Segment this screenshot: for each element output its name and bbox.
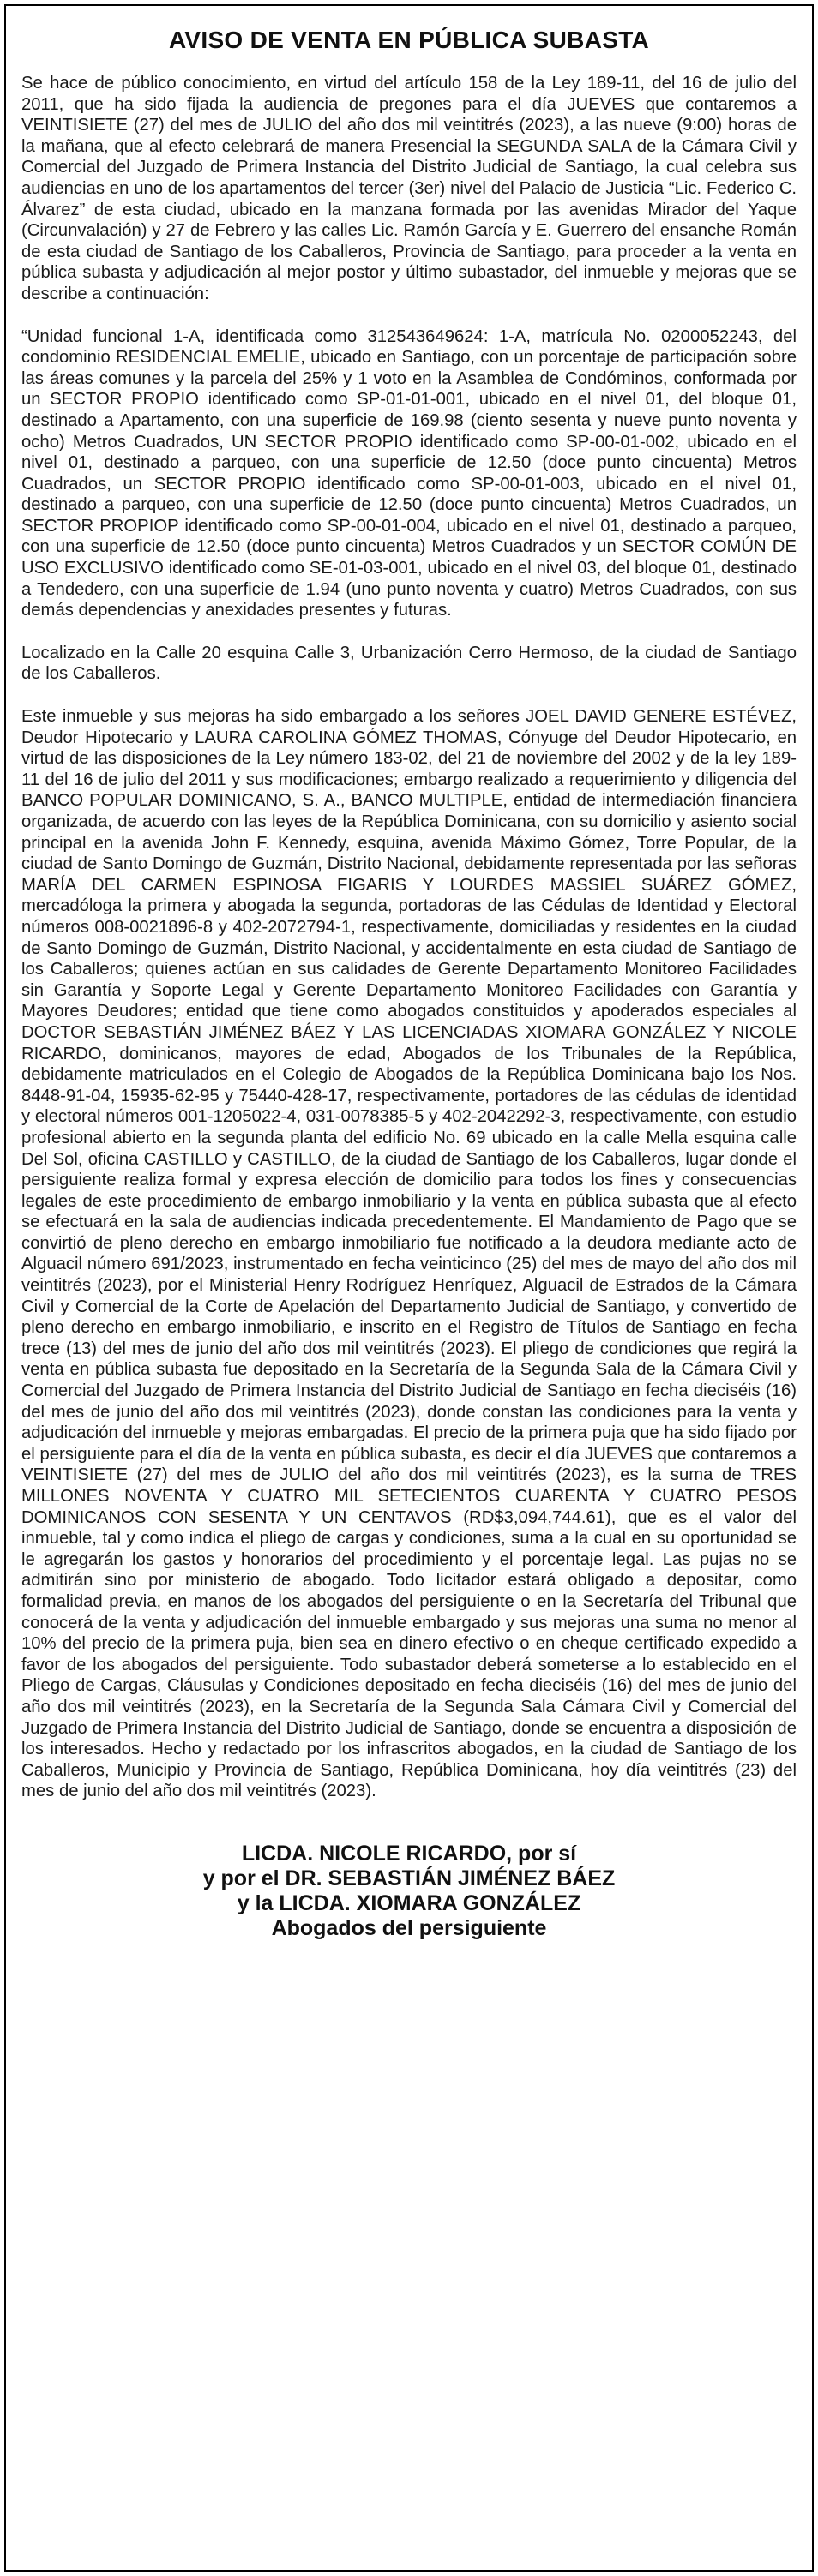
paragraph-seizure-details: Este inmueble y sus mejoras ha sido embargado a los señores JOEL DAVID GENERE ESTÉVEZ, Deudor Hipotecario y LAURA CAROLINA GÓMEZ THOMAS, Cónyuge del Deudor Hipotecario, en virtud de las disposiciones de la Ley número 183-02, del 21 de noviembre del 2002 y de la ley 189-11 del 16 de julio del 2011 y sus modificaciones; embargo realizado a requerimiento y diligencia del BANCO POPULAR DOMINICANO, S. A., BANCO MULTIPLE, entidad de intermediación financiera organizada, de acuerdo con las leyes de la República Dominicana, con su domicilio y asiento social principal en la avenida John F. Kennedy, esquina, avenida Máximo Gómez, Torre Popular, de la ciudad de Santo Domingo de Guzmán, Distrito Nacional, debidamente representada por las señoras MARÍA DEL CARMEN ESPINOSA FIGARIS Y LOURDES MASSIEL SUÁREZ GÓMEZ, mercadóloga la primera y abogada la segunda, portadoras de las Cédulas de Identidad y Electoral números 008-0021896-8 y 402-2072794-1, respectivamente, domiciliadas y residentes en la ciudad de Santo Domingo de Guzmán, Distrito Nacional, y accidentalmente en esta ciudad de Santiago de los Caballeros; quienes actúan en sus calidades de Gerente Departamento Monitoreo Facilidades sin Garantía y Soporte Legal y Gerente Departamento Monitoreo Facilidades con Garantía y Mayores Deudores; entidad que tiene como abogados constituidos y apoderados especiales al DOCTOR SEBASTIÁN JIMÉNEZ BÁEZ Y LAS LICENCIADAS XIOMARA GONZÁLEZ Y NICOLE RICARDO, dominicanos, mayores de edad, Abogados de los Tribunales de la República, debidamente matriculados en el Colegio de Abogados de la República Dominicana bajo los Nos. 8448-91-04, 15935-62-95 y 75440-428-17, respectivamente, portadores de las cédulas de identidad y electoral números 001-1205022-4, 031-0078385-5 y 402-2042292-3, respectivamente, con estudio profesional abierto en la segunda planta del edificio No. 69 ubicado en la calle Mella esquina calle Del Sol, oficina CASTILLO y CASTILLO, de la ciudad de Santiago de los Caballeros, lugar donde el persiguiente realiza formal y expresa elección de domicilio para todos los fines y consecuencias legales de este procedimiento de embargo inmobiliario y la venta en pública subasta que al efecto se efectuará en la sala de audiencias indicada precedentemente. El Mandamiento de Pago que se convirtió de pleno derecho en embargo inmobiliario fue notificado a la deudora mediante acto de Alguacil número 691/2023, instrumentado en fecha veinticinco (25) del mes de mayo del año dos mil veintitrés (2023), por el Ministerial Henry Rodríguez Henríquez, Alguacil de Estrados de la Cámara Civil y Comercial de la Corte de Apelación del Departamento Judicial de Santiago, y convertido de pleno derecho en embargo inmobiliario, e inscrito en el Registro de Títulos de Santiago en fecha trece (13) del mes de junio del año dos mil veintitrés (2023). El pliego de condiciones que regirá la venta en pública subasta fue depositado en la Secretaría de la Segunda Sala de la Cámara Civil y Comercial del Juzgado de Primera Instancia del Distrito Judicial de Santiago en fecha dieciséis (16) del mes de junio del año dos mil veintitrés (2023), donde constan las condiciones para la venta y adjudicación del inmueble y mejoras embargadas. El precio de la primera puja que ha sido fijado por el persiguiente para el día de la venta en pública subasta, es decir el día JUEVES que contaremos a VEINTISIETE (27) del mes de JULIO del año dos mil veintitrés (2023), es la suma de TRES MILLONES NOVENTA Y CUATRO MIL SETECIENTOS CUARENTA Y CUATRO PESOS DOMINICANOS CON SESENTA Y UN CENTAVOS (RD$3,094,744.61), que es el valor del inmueble, tal y como indica el pliego de cargas y condiciones, suma a la cual en su oportunidad se le agregarán los gastos y honorarios del procedimiento y el porcentaje legal. Las pujas no se admitirán sino por ministerio de abogado. Todo licitador estará obligado a depositar, como formalidad previa, en manos de los abogados del persiguiente o en la Secretaría del Tribunal que conocerá de la venta y adjudicación del inmueble embargado y sus mejoras una suma no menor al 10% del precio de la primera puja, bien sea en dinero efectivo o en cheque certificado expedido a favor de los abogados del persiguiente. Todo subastador deberá someterse a lo establecido en el Pliego de Cargas, Cláusulas y Condiciones depositado en fecha dieciséis (16) del mes de junio del año dos mil veintitrés (2023), en la Secretaría de la Segunda Sala Cámara Civil y Comercial del Juzgado de Primera Instancia del Distrito Judicial de Santiago, donde se encuentra a disposición de los interesados. Hecho y redactado por los infrascritos abogados, en la ciudad de Santiago de los Caballeros, Municipio y Provincia de Santiago, República Dominicana, hoy día veintitrés (23) del mes de junio del año dos mil veintitrés (2023). [21, 707, 797, 1801]
signature-line: Abogados del persiguiente [271, 1915, 547, 1940]
signature-line: y la LICDA. XIOMARA GONZÁLEZ [237, 1890, 581, 1915]
notice-title: AVISO DE VENTA EN PÚBLICA SUBASTA [168, 27, 650, 53]
paragraph-property-location: Localizado en la Calle 20 esquina Calle 3, Urbanización Cerro Hermoso, de la ciudad de Santiago de los Caballeros. [21, 643, 797, 684]
signature-block [21, 1842, 797, 1941]
notice-content [21, 27, 797, 1941]
signature-line: y por el DR. SEBASTIÁN JIMÉNEZ BÁEZ [202, 1866, 616, 1890]
notice-frame [4, 4, 814, 2572]
signature-line: LICDA. NICOLE RICARDO, por sí [241, 1841, 577, 1866]
paragraph-hearing-announcement: Se hace de público conocimiento, en virtud del artículo 158 de la Ley 189-11, del 16 de julio del 2011, que ha sido fijada la audiencia de pregones para el día JUEVES que contaremos a VEINTISIETE (27) del mes de JULIO del año dos mil veintitrés (2023), a las nueve (9:00) horas de la mañana, que al efecto celebrará de manera Presencial la SEGUNDA SALA de la Cámara Civil y Comercial del Juzgado de Primera Instancia del Distrito Judicial de Santiago, la cual celebra sus audiencias en uno de los apartamentos del tercer (3er) nivel del Palacio de Justicia “Lic. Federico C. Álvarez” de esta ciudad, ubicado en la manzana formada por las avenidas Mirador del Yaque (Circunvalación) y 27 de Febrero y las calles Lic. Ramón García y E. Guerrero del ensanche Román de esta ciudad de Santiago de los Caballeros, Provincia de Santiago, para proceder a la venta en pública subasta y adjudicación al mejor postor y último subastador, del inmueble y mejoras que se describe a continuación: [21, 74, 797, 303]
paragraph-property-description: “Unidad funcional 1-A, identificada como 312543649624: 1-A, matrícula No. 0200052243, del condominio RESIDENCIAL EMELIE, ubicado en Santiago, con un porcentaje de participación sobre las áreas comunes y la parcela del 25% y 1 voto en la Asamblea de Condóminos, conformada por un SECTOR PROPIO identificado como SP-01-01-001, ubicado en el nivel 01, del bloque 01, destinado a Apartamento, con una superficie de 169.98 (ciento sesenta y nueve punto noventa y ocho) Metros Cuadrados, UN SECTOR PROPIO identificado como SP-00-01-002, ubicado en el nivel 01, destinado a parqueo, con una superficie de 12.50 (doce punto cincuenta) Metros Cuadrados, un SECTOR PROPIO identificado como SP-00-01-003, ubicado en el nivel 01, destinado a parqueo, con una superficie de 12.50 (doce punto cincuenta) Metros Cuadrados, un SECTOR PROPIOP identificado como SP-00-01-004, ubicado en el nivel 01, destinado a parqueo, con una superficie de 12.50 (doce punto cincuenta) Metros Cuadrados y un SECTOR COMÚN DE USO EXCLUSIVO identificado como SE-01-03-001, ubicado en el nivel 03, del bloque 01, destinado a Tendedero, con una superficie de 1.94 (uno punto noventa y cuatro) Metros Cuadrados, con sus demás dependencias y anexidades presentes y futuras. [21, 326, 797, 620]
